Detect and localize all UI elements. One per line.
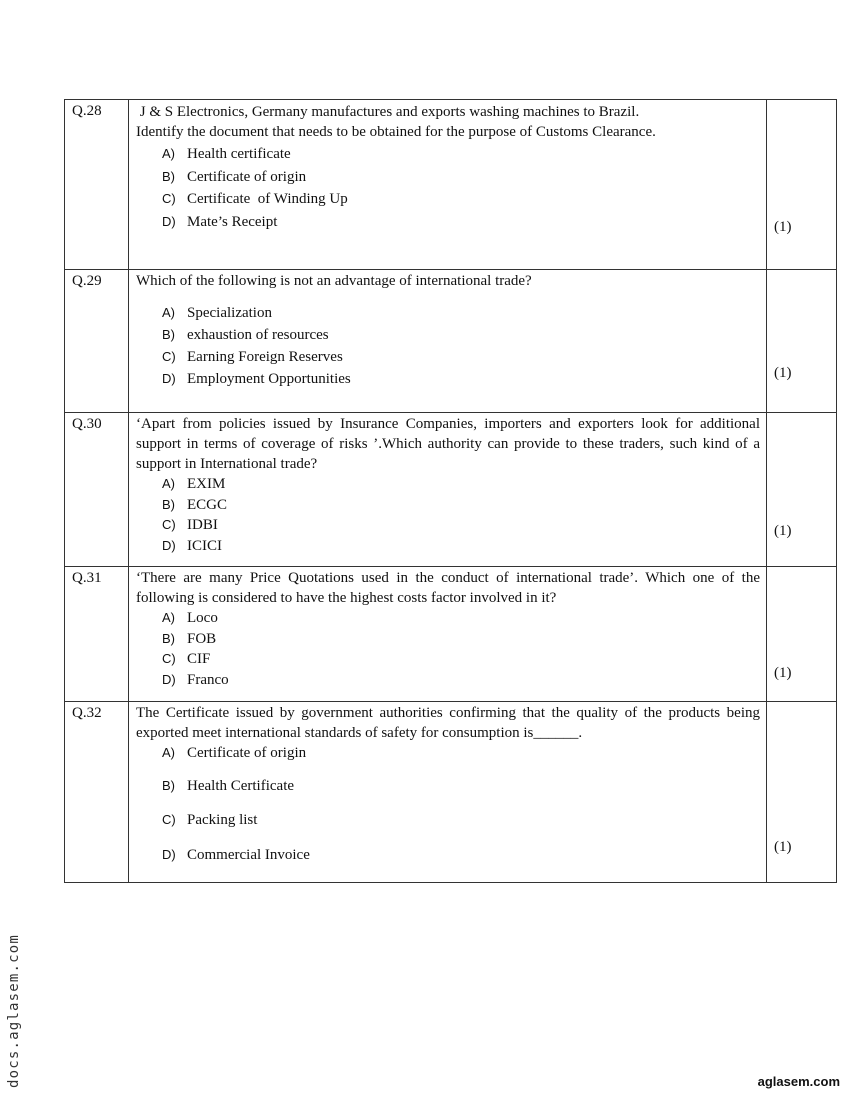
questions-table	[64, 99, 837, 883]
options-list	[136, 474, 760, 556]
option-d	[162, 845, 760, 865]
marks: (1)	[774, 523, 792, 539]
option-letter: C)	[162, 517, 176, 532]
footer-brand: aglasem.com	[757, 1074, 840, 1089]
option-letter: A)	[162, 610, 175, 625]
option-text: Earning Foreign Reserves	[187, 349, 343, 365]
option-text: Certificate of origin	[187, 745, 307, 761]
option-a	[162, 608, 760, 629]
marks-cell	[767, 702, 837, 883]
option-letter: B)	[162, 630, 175, 646]
question-body	[129, 702, 767, 883]
option-letter: C)	[162, 812, 176, 827]
option-letter: A)	[162, 476, 175, 491]
option-letter: D)	[162, 537, 176, 553]
option-text: FOB	[187, 630, 217, 647]
option-letter: A)	[162, 745, 175, 760]
option-letter: B)	[162, 778, 175, 793]
question-row	[65, 567, 837, 702]
option-text: Certificate of Winding Up	[187, 191, 348, 207]
marks-cell	[767, 100, 837, 270]
option-b	[162, 776, 760, 796]
marks-cell	[767, 270, 837, 413]
marks: (1)	[774, 365, 792, 381]
option-c	[162, 810, 760, 830]
question-stem: ‘There are many Price Quotations used in the conduct of international trade’. Which one of the following is considered to have the highest costs factor involved in it?	[136, 570, 760, 606]
option-letter: D)	[162, 213, 176, 229]
options-list	[136, 302, 760, 390]
marks: (1)	[774, 839, 792, 855]
question-row	[65, 100, 837, 270]
question-body	[129, 100, 767, 270]
option-letter: B)	[162, 327, 175, 342]
question-row	[65, 413, 837, 567]
option-text: Health Certificate	[187, 778, 295, 794]
question-stem: The Certificate issued by government authorities confirming that the quality of the products being exported meet international standards of safety for consumption is______.	[136, 705, 760, 741]
option-letter: C)	[162, 191, 176, 206]
option-text: Packing list	[187, 812, 258, 828]
question-stem-line-2: Identify the document that needs to be obtained for the purpose of Customs Clearance.	[136, 124, 656, 140]
option-c	[162, 188, 760, 211]
question-row	[65, 270, 837, 413]
option-a	[162, 302, 760, 324]
option-text: ECGC	[187, 496, 228, 513]
option-text: ICICI	[187, 537, 222, 554]
option-text: exhaustion of resources	[187, 327, 329, 343]
question-number: Q.30	[65, 413, 129, 567]
option-b	[162, 324, 760, 346]
option-d	[162, 670, 760, 691]
marks-cell	[767, 567, 837, 702]
option-text: EXIM	[187, 476, 226, 492]
option-text: Franco	[187, 671, 229, 688]
option-letter: C)	[162, 651, 176, 666]
question-body	[129, 413, 767, 567]
option-text: Employment Opportunities	[187, 371, 351, 387]
option-d	[162, 536, 760, 557]
option-a	[162, 143, 760, 166]
option-text: Loco	[187, 610, 218, 626]
question-number: Q.32	[65, 702, 129, 883]
question-body	[129, 567, 767, 702]
option-c	[162, 649, 760, 670]
option-letter: A)	[162, 305, 175, 320]
question-stem: ‘Apart from policies issued by Insurance Companies, importers and exporters look for additional support in terms of coverage of risks ’.Which authority can provide to these traders, such kind of a support in International trade?	[136, 416, 760, 472]
option-text: CIF	[187, 651, 211, 667]
option-d	[162, 211, 760, 234]
option-letter: C)	[162, 349, 176, 364]
option-a	[162, 743, 760, 763]
option-d	[162, 368, 760, 390]
marks: (1)	[774, 219, 792, 235]
option-text: Commercial Invoice	[187, 847, 310, 863]
option-letter: B)	[162, 168, 175, 184]
option-text: Specialization	[187, 305, 272, 321]
option-letter: A)	[162, 146, 175, 161]
option-b	[162, 629, 760, 650]
option-letter: D)	[162, 671, 176, 687]
option-b	[162, 166, 760, 189]
question-stem: J & S Electronics, Germany manufactures and exports washing machines to Brazil.	[136, 104, 640, 120]
question-number: Q.29	[65, 270, 129, 413]
option-text: Mate’s Receipt	[187, 213, 278, 230]
options-list	[136, 743, 760, 865]
option-c	[162, 346, 760, 368]
options-list	[136, 608, 760, 690]
question-number: Q.28	[65, 100, 129, 270]
options-list	[136, 143, 760, 233]
option-letter: D)	[162, 847, 176, 862]
option-text: IDBI	[187, 517, 218, 533]
option-letter: B)	[162, 496, 175, 512]
marks: (1)	[774, 665, 792, 681]
watermark-url: docs.aglasem.com	[6, 933, 22, 1088]
option-letter: D)	[162, 371, 176, 386]
option-text: Health certificate	[187, 146, 291, 162]
option-b	[162, 495, 760, 516]
question-stem: Which of the following is not an advantage of international trade?	[136, 273, 532, 289]
question-row	[65, 702, 837, 883]
question-body	[129, 270, 767, 413]
question-number: Q.31	[65, 567, 129, 702]
option-a	[162, 474, 760, 495]
option-c	[162, 515, 760, 536]
marks-cell	[767, 413, 837, 567]
option-text: Certificate of origin	[187, 168, 307, 185]
